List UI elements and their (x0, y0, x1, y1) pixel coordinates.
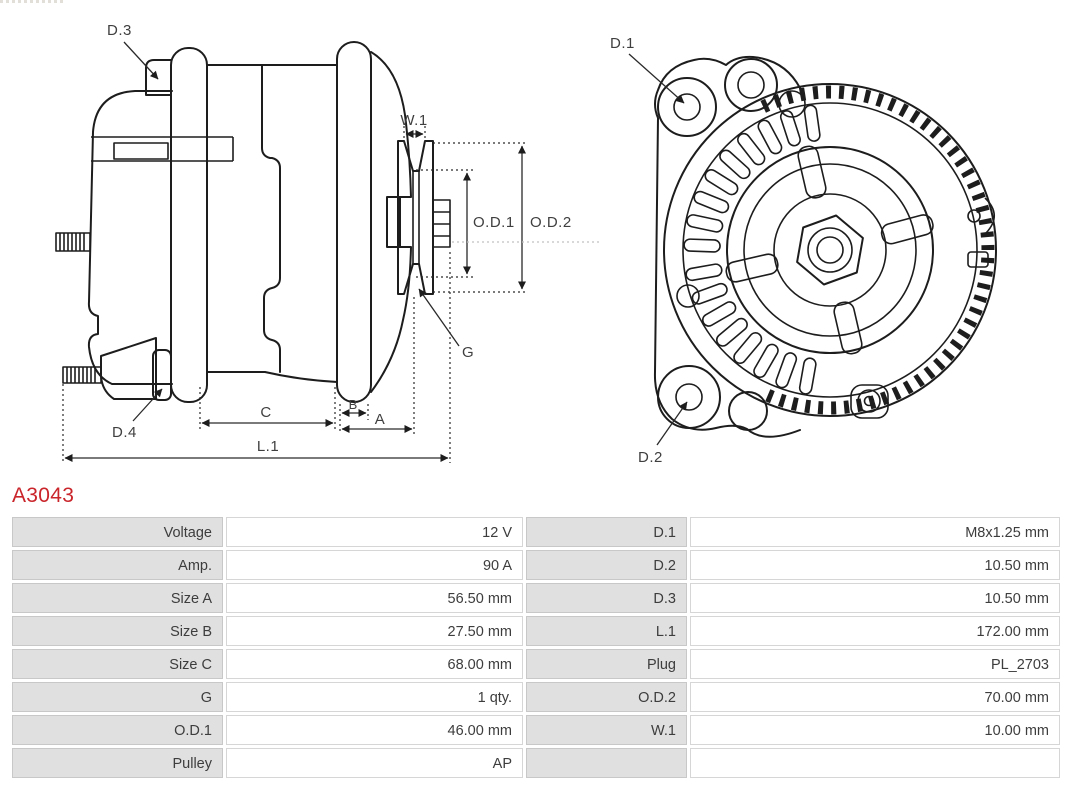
spec-label-cell: G (12, 682, 223, 712)
spec-value-cell: 70.00 mm (690, 682, 1060, 712)
dim-label-b: B (348, 397, 358, 412)
spec-label-cell: Voltage (12, 517, 223, 547)
spec-label-cell: O.D.1 (12, 715, 223, 745)
side-view-drawing (56, 22, 600, 463)
dim-label-d1: D.1 (610, 35, 635, 52)
dim-label-d4: D.4 (112, 424, 137, 441)
spec-value-cell: 10.00 mm (690, 715, 1060, 745)
spec-value-cell: M8x1.25 mm (690, 517, 1060, 547)
spec-value-cell: AP (226, 748, 523, 778)
part-number-title: A3043 (12, 484, 75, 507)
dim-label-a: A (374, 411, 386, 428)
spec-value-cell: 68.00 mm (226, 649, 523, 679)
spec-label-cell: Size C (12, 649, 223, 679)
spec-label-cell: Amp. (12, 550, 223, 580)
spec-label-cell: O.D.2 (526, 682, 687, 712)
dim-label-w1: W.1 (400, 112, 428, 129)
spec-value-cell: 172.00 mm (690, 616, 1060, 646)
spec-label-cell: D.3 (526, 583, 687, 613)
spec-value-cell: 1 qty. (226, 682, 523, 712)
spec-label-cell: L.1 (526, 616, 687, 646)
dim-label-od1: O.D.1 (473, 214, 515, 231)
front-view-drawing (610, 35, 996, 466)
spec-label-cell: W.1 (526, 715, 687, 745)
spec-value-cell: 10.50 mm (690, 550, 1060, 580)
spec-label-cell: Size A (12, 583, 223, 613)
spec-value-cell (690, 748, 1060, 778)
spec-value-cell: 27.50 mm (226, 616, 523, 646)
dim-label-g: G (462, 344, 475, 361)
spec-value-cell: 56.50 mm (226, 583, 523, 613)
spec-label-cell: D.1 (526, 517, 687, 547)
dim-label-c: C (260, 404, 272, 421)
dim-label-od2: O.D.2 (530, 214, 572, 231)
spec-table (12, 517, 1060, 778)
dim-label-l1: L.1 (256, 438, 280, 455)
spec-label-cell (526, 748, 687, 778)
dim-label-d3: D.3 (107, 22, 132, 39)
dim-label-d2: D.2 (638, 449, 663, 466)
spec-label-cell: Pulley (12, 748, 223, 778)
spec-value-cell: 10.50 mm (690, 583, 1060, 613)
spec-value-cell: PL_2703 (690, 649, 1060, 679)
spec-value-cell: 90 A (226, 550, 523, 580)
spec-value-cell: 12 V (226, 517, 523, 547)
spec-value-cell: 46.00 mm (226, 715, 523, 745)
spec-label-cell: Size B (12, 616, 223, 646)
spec-label-cell: Plug (526, 649, 687, 679)
spec-label-cell: D.2 (526, 550, 687, 580)
